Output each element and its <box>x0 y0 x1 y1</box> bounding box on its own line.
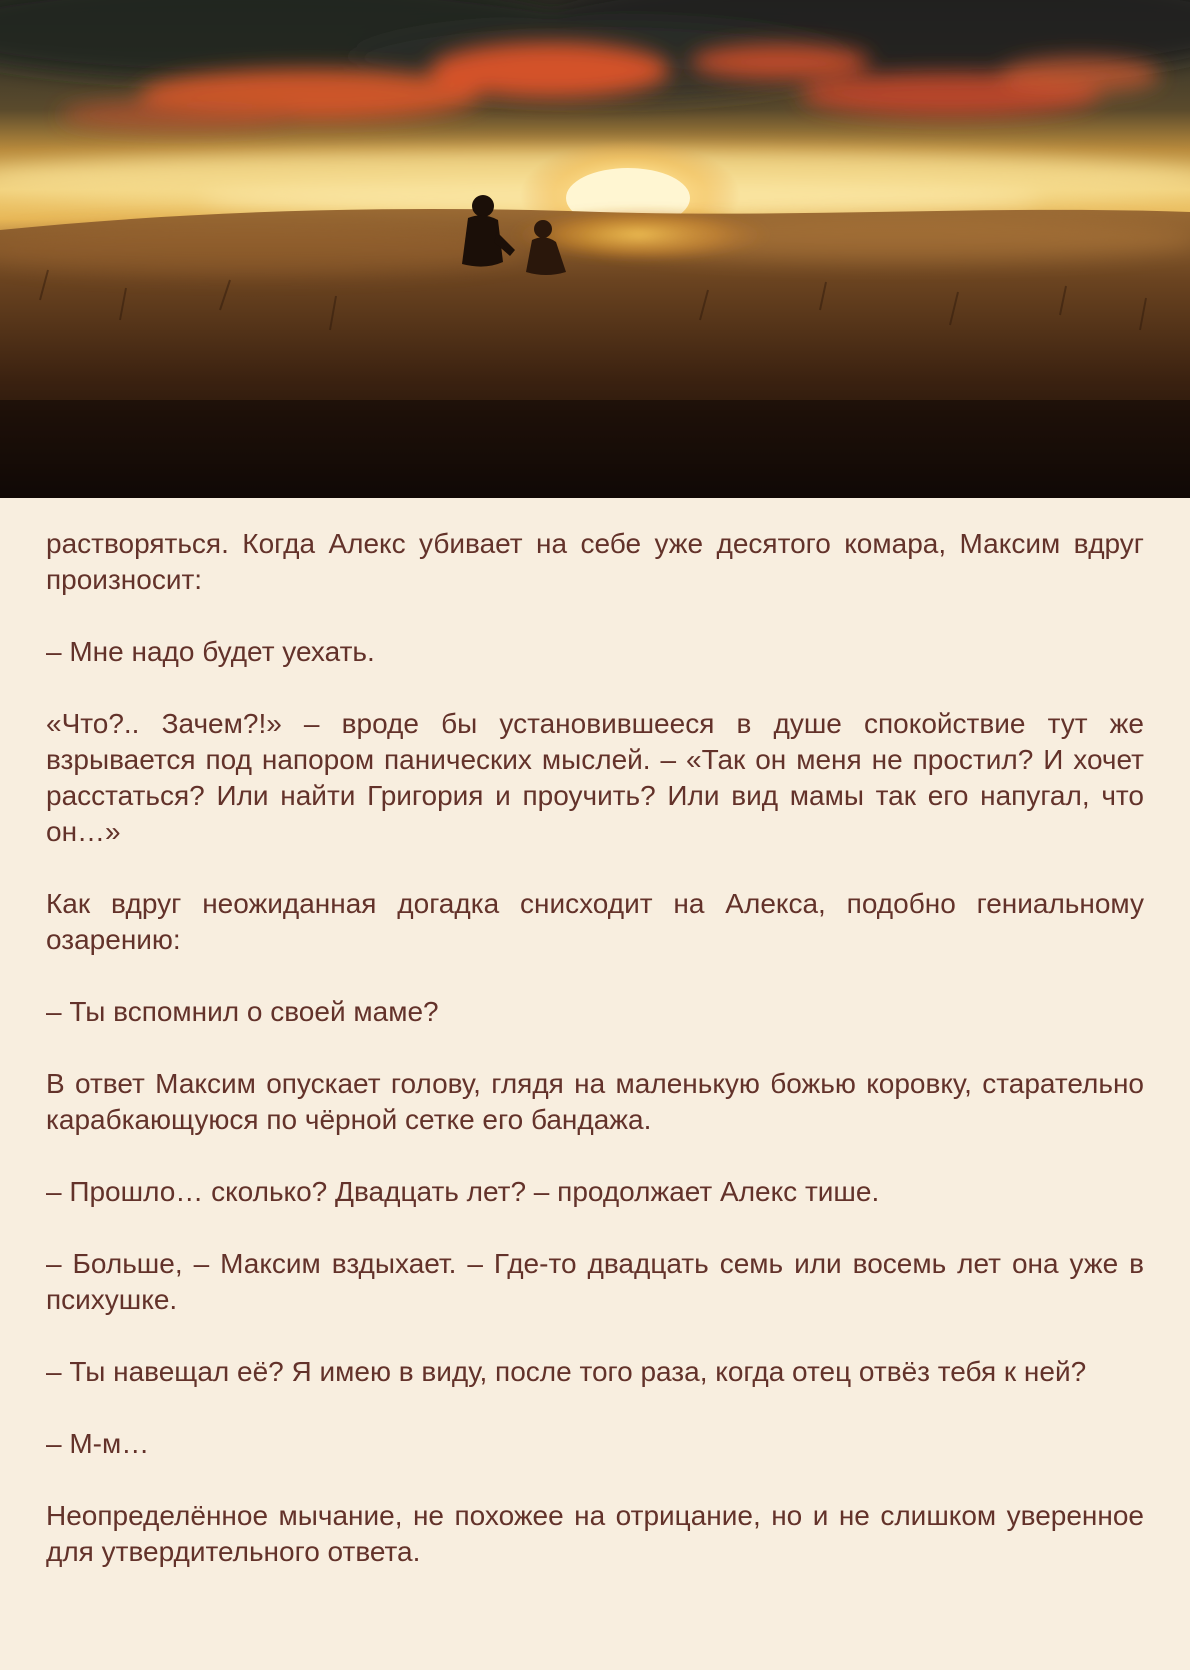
paragraph: – Больше, – Максим вздыхает. – Где-то двадцать семь или восемь лет она уже в психушке. <box>46 1248 1144 1315</box>
sunset-field-illustration <box>0 0 1190 498</box>
paragraph: Неопределённое мычание, не похожее на отрицание, но и не слишком уверенное для утвердительного ответа. <box>46 1500 1144 1567</box>
paragraph: В ответ Максим опускает голову, глядя на маленькую божью коровку, старательно карабкающуюся по чёрной сетке его бандажа. <box>46 1068 1144 1135</box>
paragraph: – М-м… <box>46 1428 150 1459</box>
paragraph: – Мне надо будет уехать. <box>46 636 375 667</box>
paragraph: Как вдруг неожиданная догадка снисходит на Алекса, подобно гениальному озарению: <box>46 888 1144 955</box>
story-text <box>46 526 1144 1606</box>
paragraph: – Прошло… сколько? Двадцать лет? – продолжает Алекс тише. <box>46 1176 880 1207</box>
paragraph: – Ты навещал её? Я имею в виду, после того раза, когда отец отвёз тебя к ней? <box>46 1356 1087 1387</box>
paragraph: – Ты вспомнил о своей маме? <box>46 996 439 1027</box>
paragraph: «Что?.. Зачем?!» – вроде бы установившееся в душе спокойствие тут же взрывается под напором панических мыслей. – «Так он меня не простил? И хочет расстаться? Или найти Григория и проучить? Или вид мамы так его напугал, что он…» <box>46 708 1144 847</box>
paragraph: растворяться. Когда Алекс убивает на себе уже десятого комара, Максим вдруг произносит: <box>46 528 1144 595</box>
